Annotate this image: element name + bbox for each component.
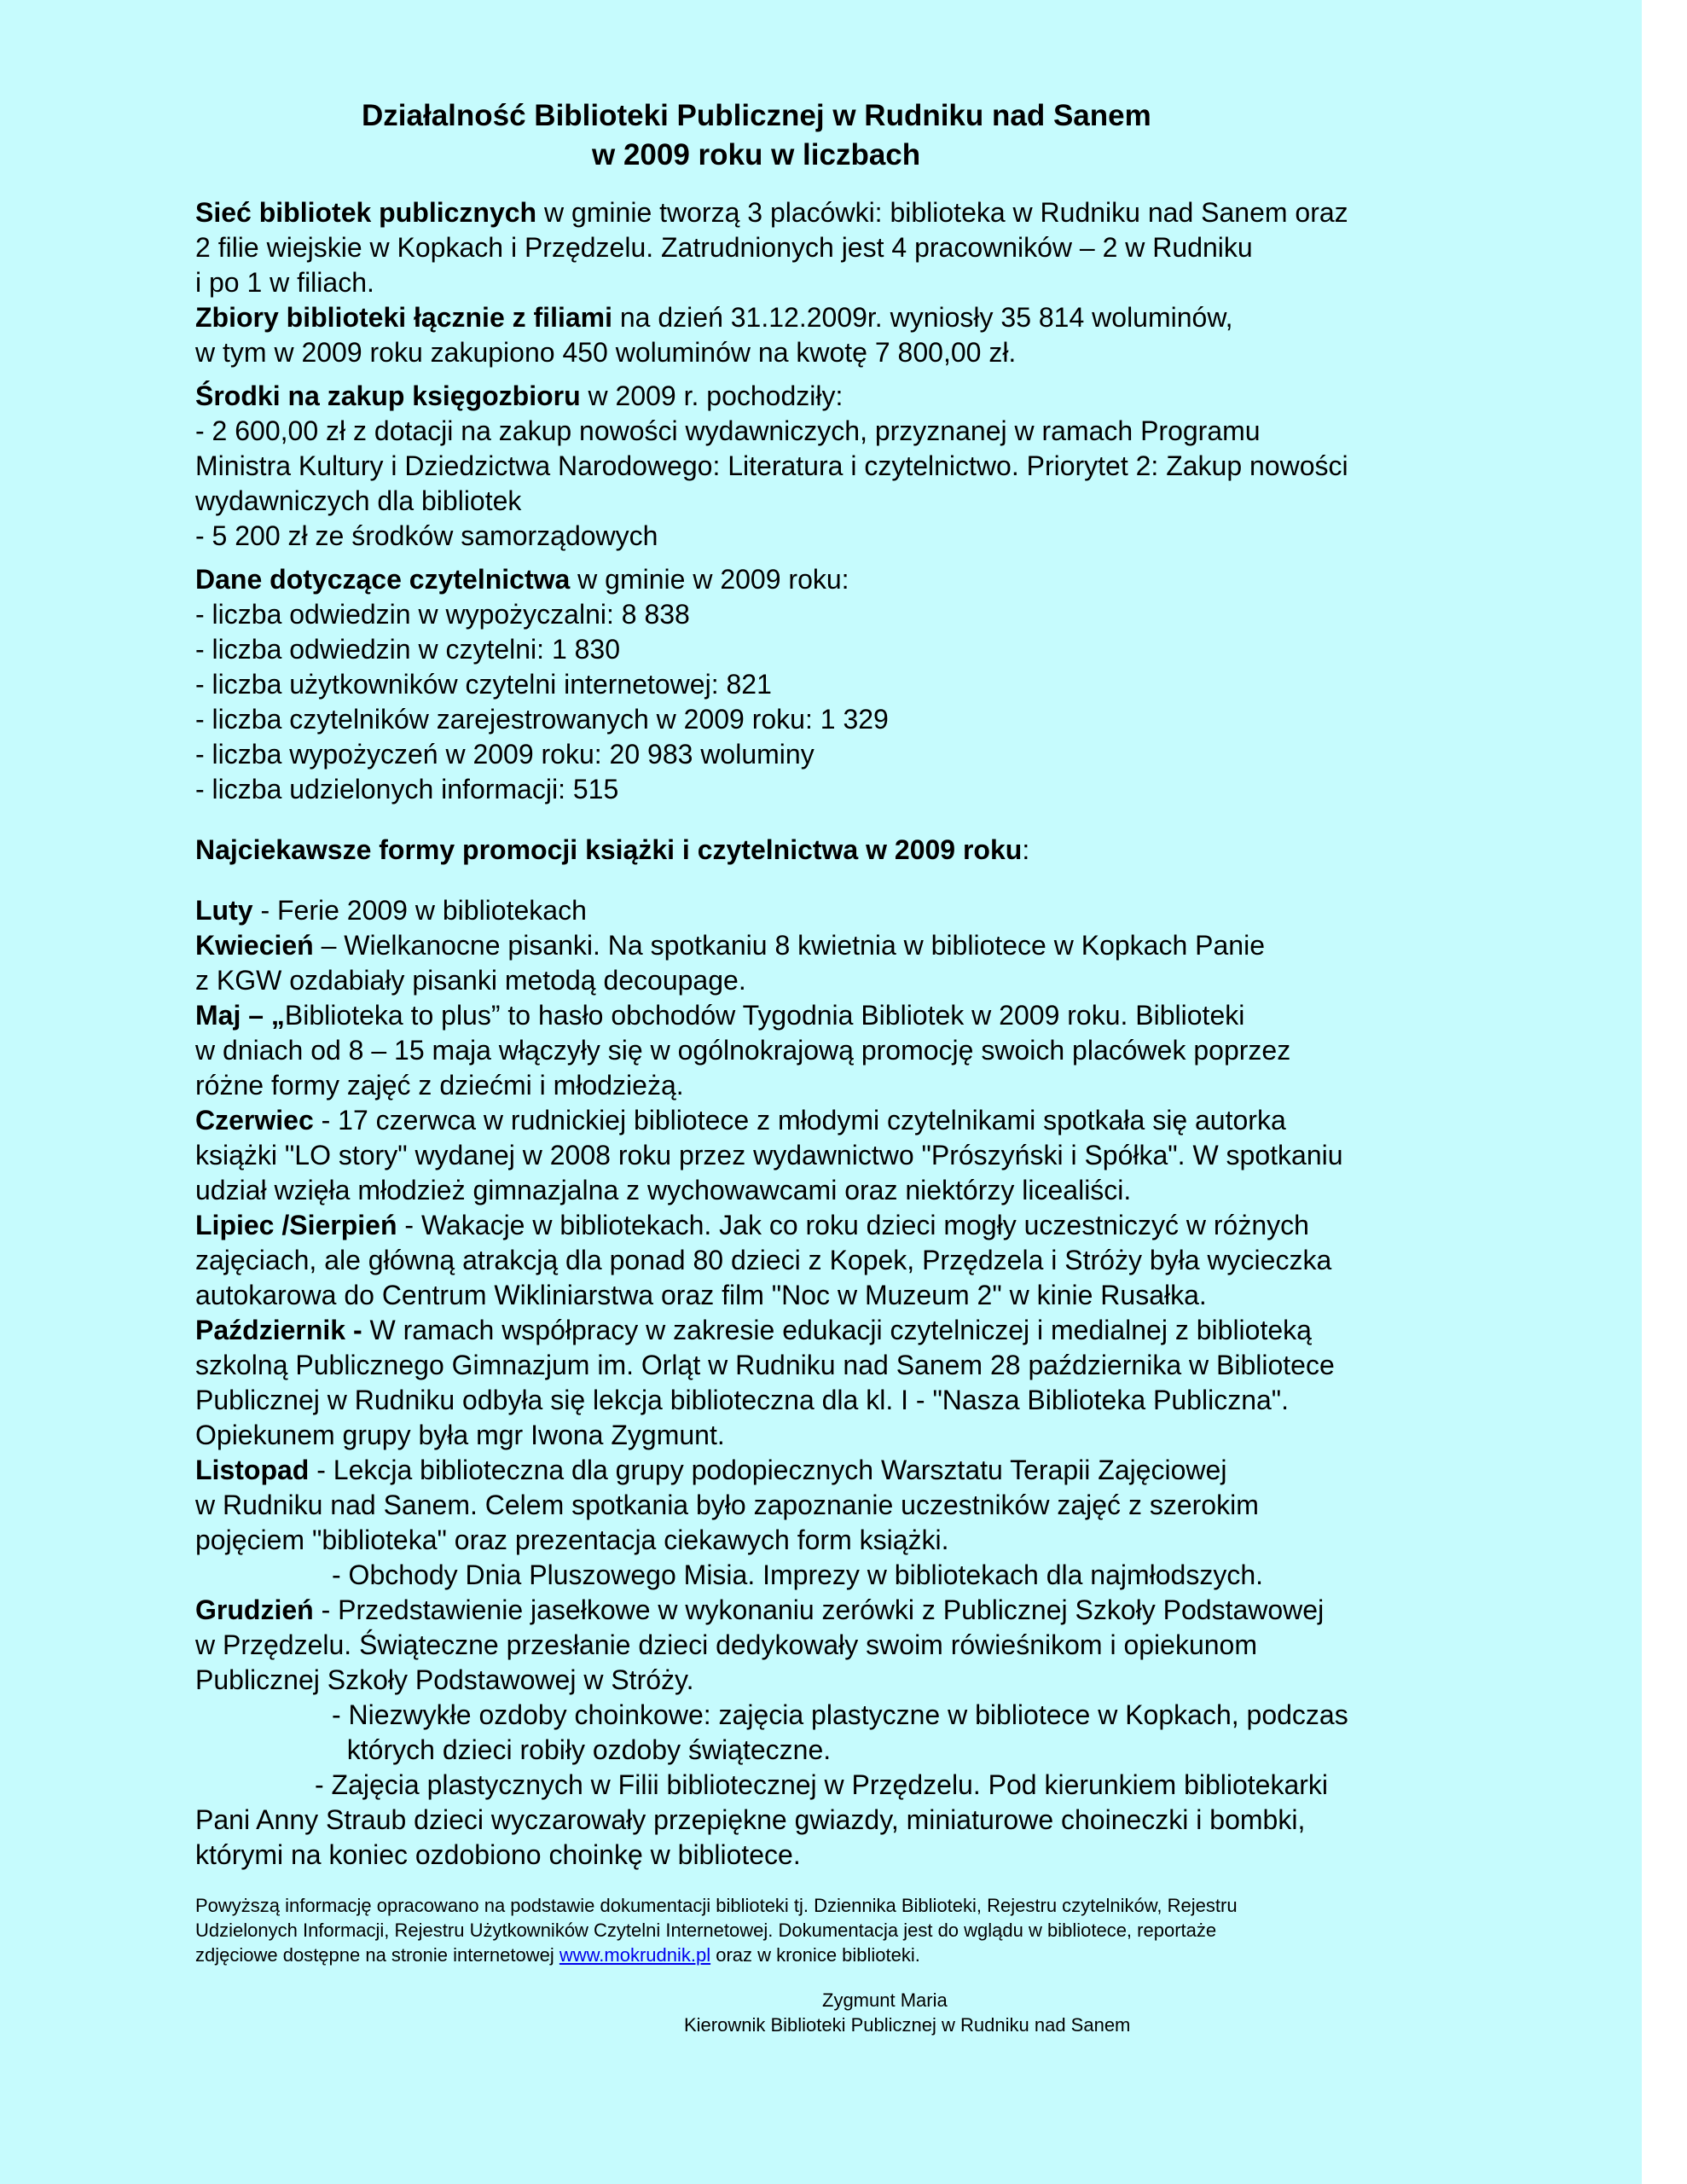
footnote-text: Powyższą informację opracowano na podstawie dokumentacji biblioteki tj. Dziennika Biblioteki, Rejestru czytelników, Rejestru — [195, 1895, 1238, 1916]
page-title: Działalność Biblioteki Publicznej w Rudniku nad Sanem — [362, 99, 1151, 132]
month-text: Opiekunem grupy była mgr Iwona Zygmunt. — [195, 1420, 725, 1450]
month-text: których dzieci robiły ozdoby świąteczne. — [332, 1734, 832, 1765]
month-label: Listopad — [195, 1455, 310, 1485]
month-label: Luty — [195, 895, 253, 926]
month-label: Październik - — [195, 1315, 362, 1345]
section-collections — [195, 300, 1500, 370]
month-text: szkolną Publicznego Gimnazjum im. Orląt w Rudniku nad Sanem 28 października w Bibliotece — [195, 1350, 1335, 1380]
network-text: w gminie tworzą 3 placówki: biblioteka w Rudniku nad Sanem oraz — [536, 197, 1348, 228]
network-text: i po 1 w filiach. — [195, 267, 374, 298]
month-text: W ramach współpracy w zakresie edukacji czytelniczej i medialnej z biblioteką — [362, 1315, 1312, 1345]
footnote-text: oraz w kronice biblioteki. — [710, 1944, 920, 1966]
month-text: zajęciach, ale główną atrakcją dla ponad 80 dzieci z Kopek, Przędzela i Stróży była wycieczka — [195, 1245, 1332, 1275]
month-text: różne formy zajęć z dziećmi i młodzieżą. — [195, 1070, 684, 1101]
promo-month-grudzien — [195, 1593, 1500, 1873]
month-text: książki "LO story" wydanej w 2008 roku przez wydawnictwo "Prószyński i Spółka". W spotkaniu — [195, 1140, 1343, 1170]
section-reading-stats — [195, 562, 1500, 807]
month-text: - 17 czerwca w rudnickiej bibliotece z młodymi czytelnikami spotkała się autorka — [313, 1105, 1286, 1136]
month-text: w dniach od 8 – 15 maja włączyły się w ogólnokrajową promocję swoich placówek poprzez — [195, 1035, 1291, 1066]
network-lead: Sieć bibliotek publicznych — [195, 197, 537, 228]
month-text: z KGW ozdabiały pisanki metodą decoupage. — [195, 965, 746, 996]
document-content — [195, 96, 1500, 2037]
signature — [195, 1988, 1500, 2037]
promo-heading-colon: : — [1022, 834, 1030, 865]
footnote-text: Udzielonych Informacji, Rejestru Użytkowników Czytelni Internetowej. Dokumentacja jest do wglądu w bibliotece, reportaże — [195, 1920, 1217, 1941]
month-text: - Zajęcia plastycznych w Filii bibliotecznej w Przędzelu. Pod kierunkiem bibliotekarki — [315, 1769, 1329, 1800]
reading-stat-item: - liczba użytkowników czytelni internetowej: 821 — [195, 669, 772, 700]
website-link[interactable]: www.mokrudnik.pl — [559, 1944, 711, 1966]
month-text: Publicznej w Rudniku odbyła się lekcja biblioteczna dla kl. I - "Nasza Biblioteka Publiczna". — [195, 1385, 1290, 1415]
promo-month-lipiec-sierpien — [195, 1208, 1500, 1313]
month-text: Biblioteka to plus” to hasło obchodów Tygodnia Bibliotek w 2009 roku. Biblioteki — [284, 1000, 1245, 1031]
month-text: - Ferie 2009 w bibliotekach — [252, 895, 587, 926]
month-text: – Wielkanocne pisanki. Na spotkaniu 8 kwietnia w bibliotece w Kopkach Panie — [313, 930, 1265, 961]
promo-heading: Najciekawsze formy promocji książki i czytelnictwa w 2009 roku — [195, 834, 1023, 865]
promo-month-kwiecien — [195, 928, 1500, 998]
month-text: Publicznej Szkoły Podstawowej w Stróży. — [195, 1664, 694, 1695]
month-text: udział wzięła młodzież gimnazjalna z wychowawcami oraz niektórzy licealiści. — [195, 1175, 1132, 1205]
month-text: którymi na koniec ozdobiono choinkę w bibliotece. — [195, 1839, 801, 1870]
month-text: pojęciem "biblioteka" oraz prezentacja ciekawych form książki. — [195, 1525, 949, 1555]
collections-text: w tym w 2009 roku zakupiono 450 woluminów na kwotę 7 800,00 zł. — [195, 337, 1017, 368]
month-text: w Rudniku nad Sanem. Celem spotkania było zapoznanie uczestników zajęć z szerokim — [195, 1490, 1259, 1520]
network-text: 2 filie wiejskie w Kopkach i Przędzelu. Zatrudnionych jest 4 pracowników – 2 w Rudniku — [195, 232, 1253, 263]
promo-month-luty — [195, 893, 1500, 928]
section-network — [195, 195, 1500, 300]
reading-stat-item: - liczba odwiedzin w czytelni: 1 830 — [195, 634, 621, 665]
signature-name: Zygmunt Maria — [822, 1989, 948, 2011]
footnote — [195, 1893, 1500, 1967]
month-text: autokarowa do Centrum Wikliniarstwa oraz film "Noc w Muzeum 2" w kinie Rusałka. — [195, 1280, 1207, 1310]
month-text: - Przedstawienie jasełkowe w wykonaniu zerówki z Publicznej Szkoły Podstawowej — [313, 1594, 1325, 1625]
reading-stat-item: - liczba czytelników zarejestrowanych w 2009 roku: 1 329 — [195, 704, 889, 735]
month-label: Czerwiec — [195, 1105, 314, 1136]
collections-lead: Zbiory biblioteki łącznie z filiami — [195, 302, 612, 333]
reading-text: w gminie w 2009 roku: — [570, 564, 849, 595]
month-text: Pani Anny Straub dzieci wyczarowały przepiękne gwiazdy, miniaturowe choineczki i bombki, — [195, 1804, 1306, 1835]
funds-text: w 2009 r. pochodziły: — [580, 380, 844, 411]
month-text: - Wakacje w bibliotekach. Jak co roku dzieci mogły uczestniczyć w różnych — [397, 1210, 1309, 1240]
promo-month-czerwiec — [195, 1103, 1500, 1208]
promo-month-maj — [195, 998, 1500, 1103]
reading-stat-item: - liczba udzielonych informacji: 515 — [195, 774, 619, 804]
reading-stat-item: - liczba odwiedzin w wypożyczalni: 8 838 — [195, 599, 690, 630]
collections-text: na dzień 31.12.2009r. wyniosły 35 814 woluminów, — [612, 302, 1233, 333]
month-text: - Obchody Dnia Pluszowego Misia. Imprezy w bibliotekach dla najmłodszych. — [332, 1560, 1264, 1590]
section-funds — [195, 379, 1500, 554]
promo-month-pazdziernik — [195, 1313, 1500, 1453]
month-text: w Przędzelu. Świąteczne przesłanie dzieci dedykowały swoim rówieśnikom i opiekunom — [195, 1629, 1257, 1660]
funds-lead: Środki na zakup księgozbioru — [195, 380, 581, 411]
funds-text: - 5 200 zł ze środków samorządowych — [195, 520, 658, 551]
funds-text: - 2 600,00 zł z dotacji na zakup nowości wydawniczych, przyznanej w ramach Programu — [195, 415, 1261, 446]
signature-role: Kierownik Biblioteki Publicznej w Rudniku nad Sanem — [684, 2014, 1131, 2036]
month-label: Kwiecień — [195, 930, 314, 961]
month-text: - Lekcja biblioteczna dla grupy podopiecznych Warsztatu Terapii Zajęciowej — [309, 1455, 1227, 1485]
reading-stat-item: - liczba wypożyczeń w 2009 roku: 20 983 woluminy — [195, 739, 815, 770]
month-label: Lipiec /Sierpień — [195, 1210, 397, 1240]
footnote-text: zdjęciowe dostępne na stronie internetowej — [195, 1944, 559, 1966]
month-text: - Niezwykłe ozdoby choinkowe: zajęcia plastyczne w bibliotece w Kopkach, podczas — [332, 1699, 1348, 1730]
page-subtitle: w 2009 roku w liczbach — [592, 138, 921, 171]
funds-text: Ministra Kultury i Dziedzictwa Narodowego: Literatura i czytelnictwo. Priorytet 2: Zakup nowości — [195, 450, 1348, 481]
month-label: Maj – „ — [195, 1000, 285, 1031]
funds-text: wydawniczych dla bibliotek — [195, 485, 522, 516]
reading-lead: Dane dotyczące czytelnictwa — [195, 564, 571, 595]
month-label: Grudzień — [195, 1594, 314, 1625]
promo-month-listopad — [195, 1453, 1500, 1593]
